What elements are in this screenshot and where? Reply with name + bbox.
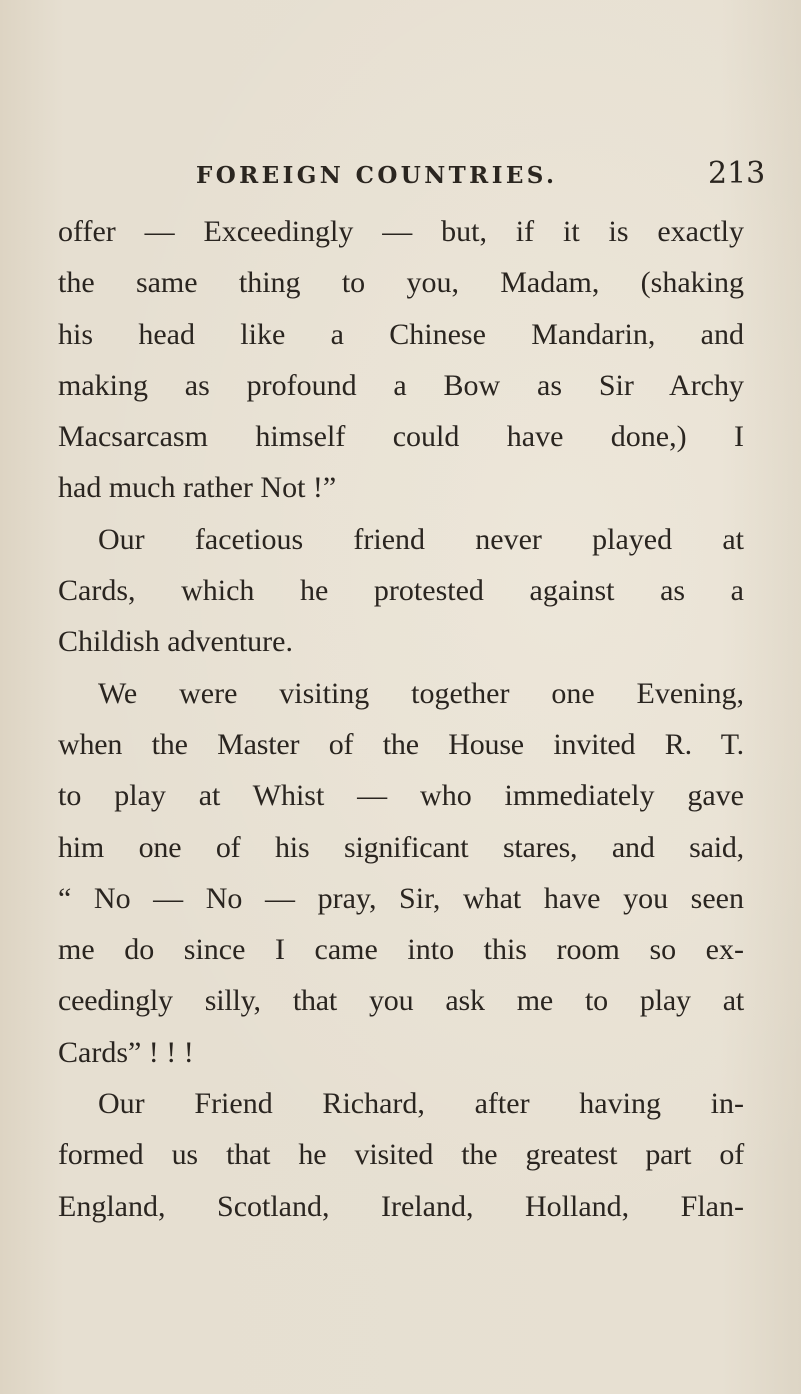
text-line: him one of his significant stares, and said, <box>58 830 744 864</box>
text-line: England, Scotland, Ireland, Holland, Flan- <box>58 1189 744 1223</box>
text-line: me do since I came into this room so ex- <box>58 933 744 967</box>
text-line: making as profound a Bow as Sir Archy <box>58 368 744 402</box>
text-line: the same thing to you, Madam, (shaking <box>58 266 744 300</box>
paragraph-start-line: Our Friend Richard, after having in- <box>98 1087 744 1121</box>
paragraph-start-line: We were visiting together one Evening, <box>98 676 744 710</box>
text-line: when the Master of the House invited R. T. <box>58 727 744 761</box>
text-line: to play at Whist — who immediately gave <box>58 779 744 813</box>
page-header <box>0 156 801 196</box>
text-line: his head like a Chinese Mandarin, and <box>58 317 744 351</box>
text-line: Childish adventure. <box>58 625 293 659</box>
running-title: FOREIGN COUNTRIES. <box>196 162 558 189</box>
paragraph-start-line: Our facetious friend never played at <box>98 522 744 556</box>
text-line: offer — Exceedingly — but, if it is exactly <box>58 215 744 248</box>
text-line: ceedingly silly, that you ask me to play at <box>58 984 744 1018</box>
body-text <box>58 206 744 1232</box>
text-line: “ No — No — pray, Sir, what have you seen <box>58 881 744 915</box>
text-line: formed us that he visited the greatest part of <box>58 1138 744 1172</box>
page-number: 213 <box>708 156 766 191</box>
text-line: Macsarcasm himself could have done,) I <box>58 420 744 454</box>
text-line: Cards, which he protested against as a <box>58 574 744 608</box>
text-line: had much rather Not !” <box>58 471 337 505</box>
text-line: Cards” ! ! ! <box>58 1035 194 1069</box>
